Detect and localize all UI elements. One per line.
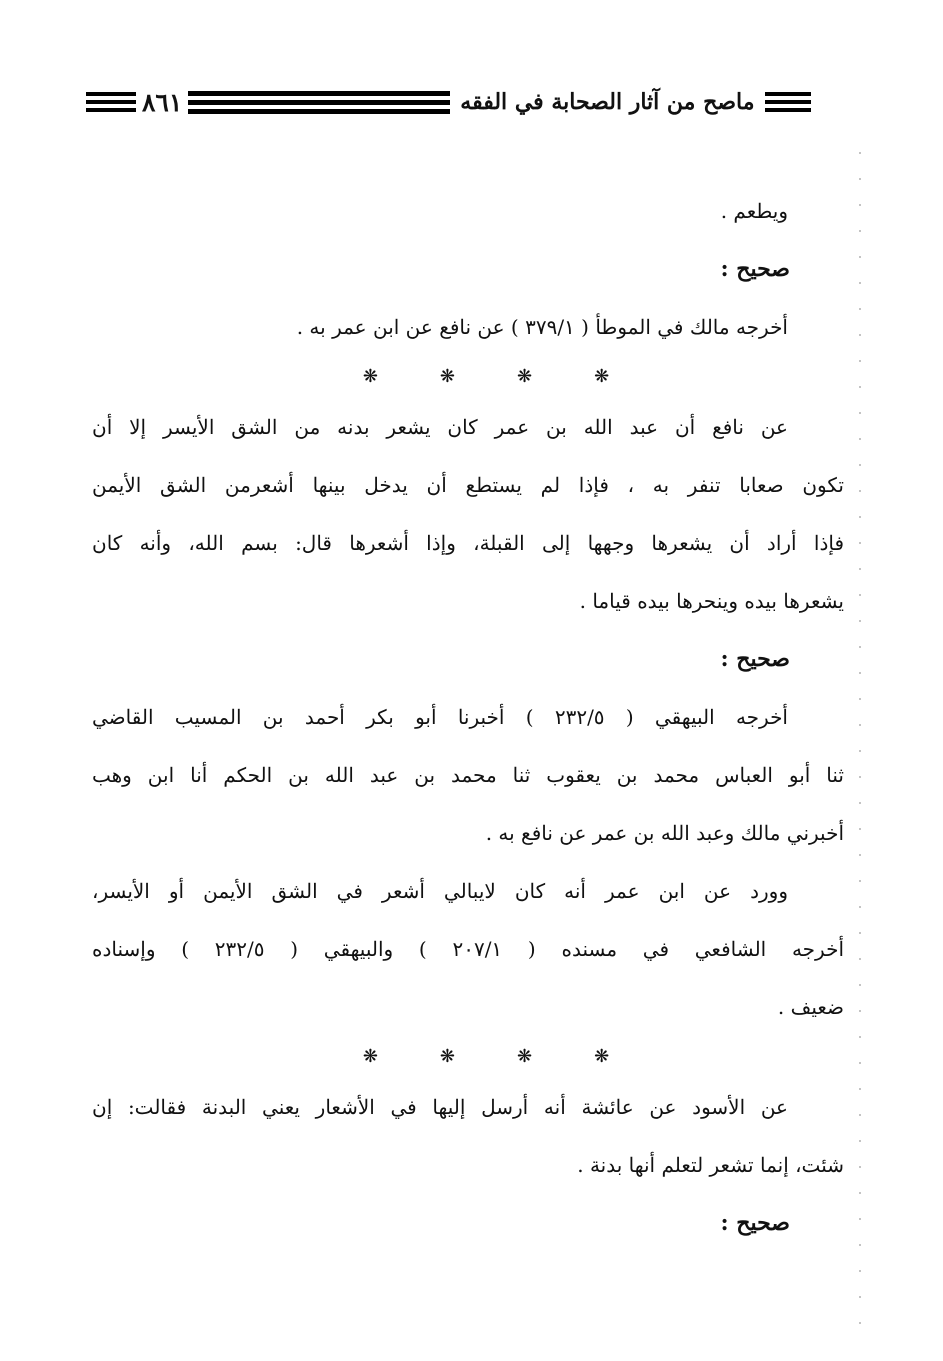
star-ornament-icon: ❋ (594, 366, 610, 387)
text-line: يشعرها بيده وينحرها بيده قياما . (579, 589, 844, 613)
text-line: فإذا أراد أن يشعرها وجهها إلى القبلة، وإذا أشعرها قال: بسم الله، وأنه كان (92, 531, 844, 555)
star-ornament-icon: ❋ (517, 1046, 533, 1067)
star-ornament-icon: ❋ (517, 366, 533, 387)
section-heading: صحيح : (720, 256, 790, 282)
star-separator (92, 356, 844, 398)
star-ornament-icon: ❋ (594, 1046, 610, 1067)
text-line: عن الأسود عن عائشة أنه أرسل إليها في الأشعار يعني البدنة فقالت: إن (92, 1095, 788, 1119)
page-edge-dots (858, 140, 862, 1340)
star-ornament-icon: ❋ (439, 1046, 455, 1067)
text-line: تكون صعابا تنفر به ، فإذا لم يستطع أن يدخل بينها أشعرمن الشق الأيمن (92, 473, 844, 497)
star-ornament-icon: ❋ (362, 366, 378, 387)
text-line: أخرجه البيهقي ( ٢٣٢/٥ ) أخبرنا أبو بكر أحمد بن المسيب القاضي (92, 705, 788, 729)
star-separator (92, 1036, 844, 1078)
text-line: أخبرني مالك وعبد الله بن عمر عن نافع به . (485, 821, 844, 845)
book-title: ماصح من آثار الصحابة في الفقه (460, 89, 755, 115)
text-line: عن نافع أن عبد الله بن عمر كان يشعر بدنه من الشق الأيسر إلا أن (92, 415, 788, 439)
text-line: شئت، إنما تشعر لتعلم أنها بدنة . (577, 1153, 844, 1177)
running-header (86, 78, 864, 126)
text-line: أخرجه مالك في الموطأ ( ٣٧٩/١ ) عن نافع عن ابن عمر به . (296, 315, 788, 339)
section-heading: صحيح : (720, 1210, 790, 1236)
header-rule-left (86, 92, 136, 112)
page-body (92, 182, 844, 1252)
section-heading: صحيح : (720, 646, 790, 672)
text-line: وورد عن ابن عمر أنه كان لايبالي أشعر في الشق الأيمن أو الأيسر، (92, 879, 788, 903)
star-ornament-icon: ❋ (439, 366, 455, 387)
intro-line: ويطعم . (720, 199, 788, 223)
page-number: ٨٦١ (142, 87, 183, 117)
header-rule-middle (188, 91, 450, 114)
text-line: ضعيف . (777, 995, 844, 1019)
header-rule-right (765, 92, 811, 112)
star-ornament-icon: ❋ (362, 1046, 378, 1067)
text-line: ثنا أبو العباس محمد بن يعقوب ثنا محمد بن عبد الله بن الحكم أنا ابن وهب (92, 763, 844, 787)
text-line: أخرجه الشافعي في مسنده ( ٢٠٧/١ ) والبيهقي ( ٢٣٢/٥ ) وإسناده (92, 937, 844, 961)
